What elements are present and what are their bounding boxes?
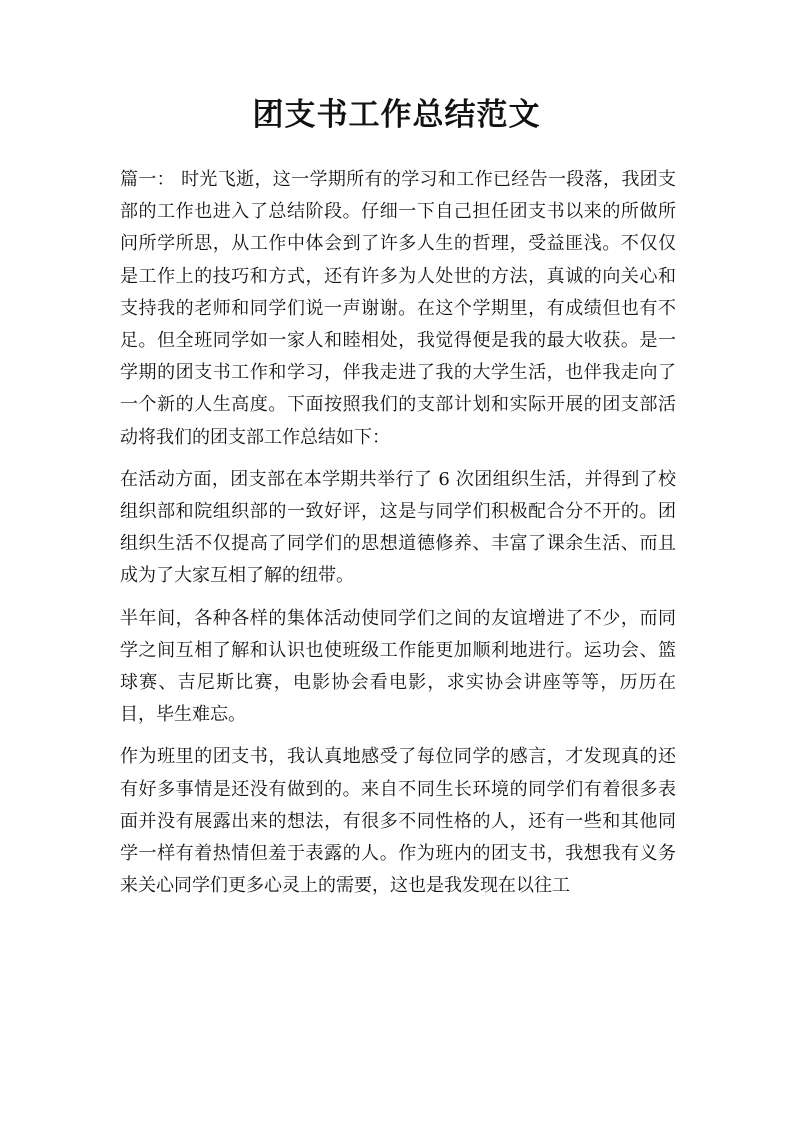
document-title: 团支书工作总结范文 — [252, 97, 541, 133]
paragraph-4: 作为班里的团支书，我认真地感受了每位同学的感言，才发现真的还有好多事情是还没有做到的。来自不同生长环境的同学们有着很多表面并没有展露出来的想法，有很多不同性格的人，还有一些和其他同学一样有着热情但羞于表露的人。作为班内的团支书，我想我有义务来关心同学们更多心灵上的需要，这也是我发现在以往工 — [120, 746, 676, 897]
paragraph-2: 在活动方面，团支部在本学期共举行了 6 次团组织生活，并得到了校组织部和院组织部的一致好评，这是与同学们积极配合分不开的。团组织生活不仅提高了同学们的思想道德修养、丰富了课余生活、而且成为了大家互相了解的纽带。 — [120, 468, 676, 587]
paragraph-3: 半年间，各种各样的集体活动使同学们之间的友谊增进了不少，而同学之间互相了解和认识也使班级工作能更加顺利地进行。运功会、篮球赛、吉尼斯比赛，电影协会看电影，求实协会讲座等等，历历在目，毕生难忘。 — [120, 607, 676, 726]
document-body — [120, 164, 676, 912]
paragraph-1: 篇一： 时光飞逝，这一学期所有的学习和工作已经告一段落，我团支部的工作也进入了总结阶段。仔细一下自己担任团支书以来的所做所问所学所思，从工作中体会到了许多人生的哲理，受益匪浅。不仅仅是工作上的技巧和方式，还有许多为人处世的方法，真诚的向关心和支持我的老师和同学们说一声谢谢。在这个学期里，有成绩但也有不足。但全班同学如一家人和睦相处，我觉得便是我的最大收获。是一学期的团支书工作和学习，伴我走进了我的大学生活，也伴我走向了一个新的人生高度。下面按照我们的支部计划和实际开展的团支部活动将我们的团支部工作总结如下： — [120, 169, 676, 448]
